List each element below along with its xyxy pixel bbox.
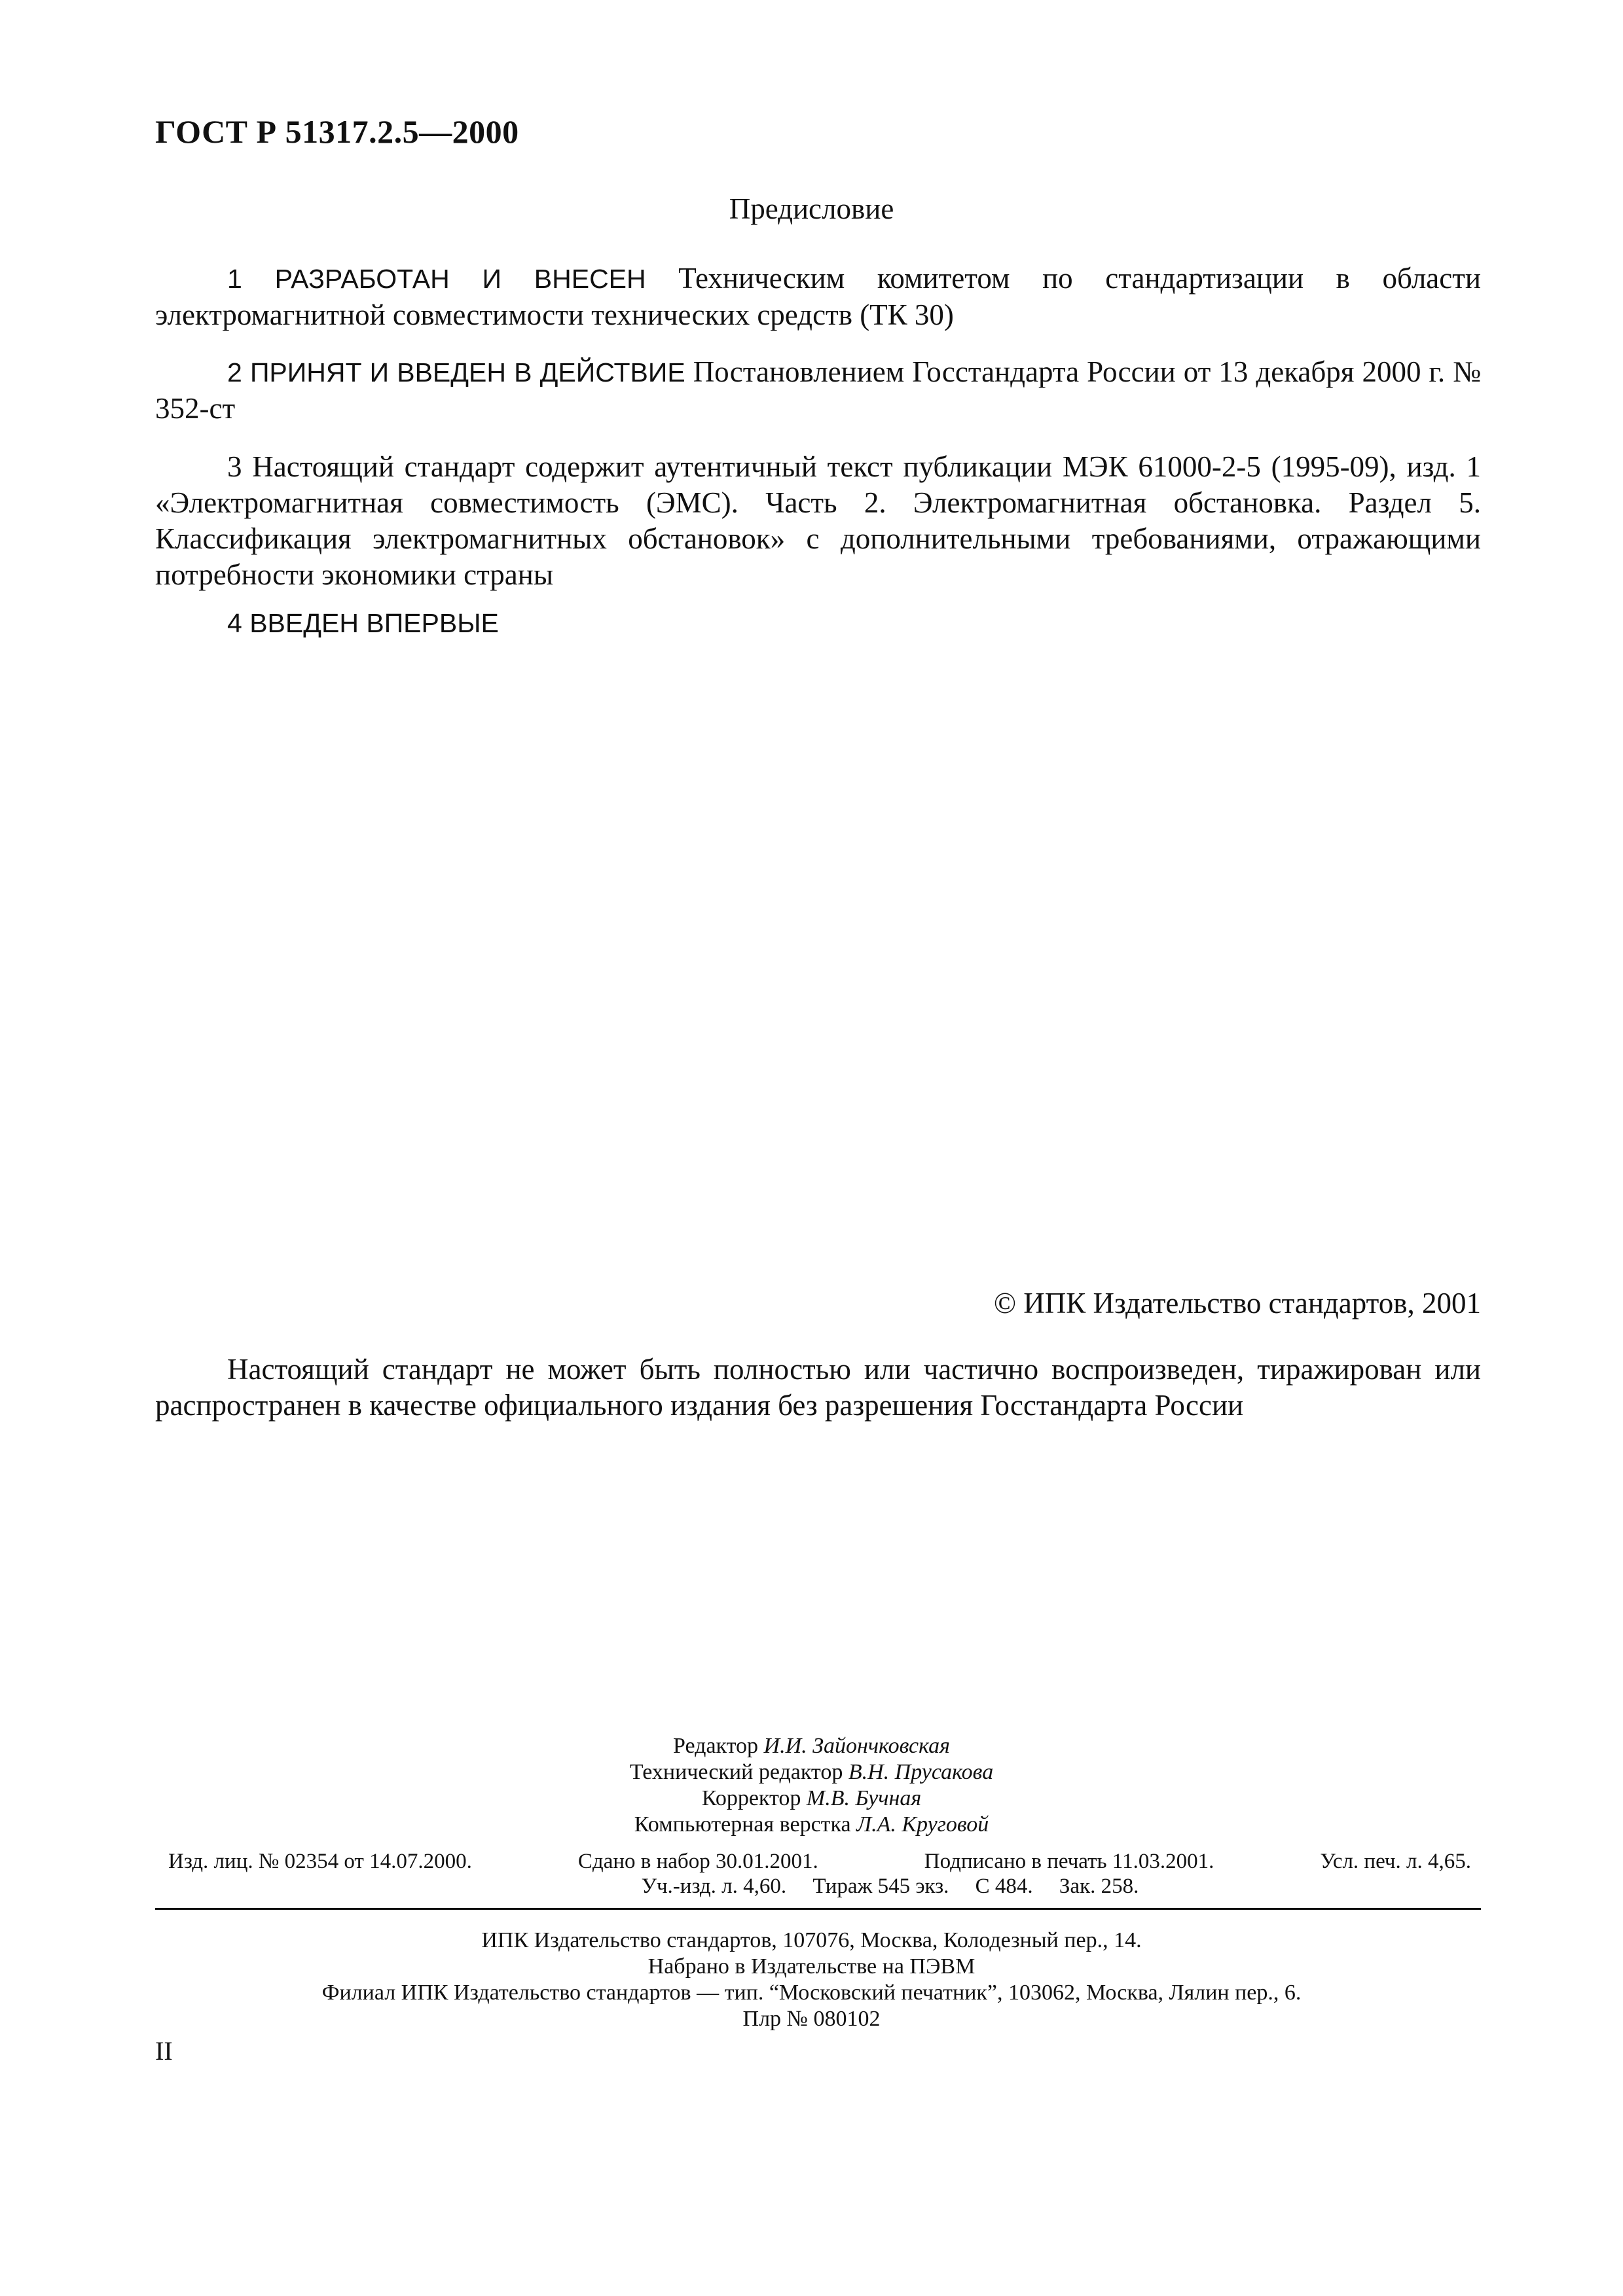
- imprint-print-run: Тираж 545 экз.: [812, 1874, 949, 1898]
- publisher-footer: [0, 1928, 1623, 2032]
- imprint-license: Изд. лиц. № 02354 от 14.07.2000.: [168, 1850, 472, 1873]
- credit-name: М.В. Бучная: [806, 1786, 922, 1810]
- footer-branch: Филиал ИПК Издательство стандартов — тип. “Московский печатник”, 103062, Москва, Лялин пер., 6.: [321, 1981, 1302, 2005]
- editorial-credits: [0, 1733, 1623, 1838]
- preface-item-2-text: Постановлением Госстандарта России от 13 декабря 2000 г. № 352-ст: [155, 355, 1482, 425]
- footer-publisher: ИПК Издательство стандартов, 107076, Москва, Колодезный пер., 14.: [481, 1928, 1142, 1952]
- preface-item-4-lead: 4 ВВЕДЕН ВПЕРВЫЕ: [227, 608, 499, 638]
- preface-item-4: [155, 605, 1481, 641]
- credit-layout: [0, 1812, 1623, 1838]
- imprint-typeset-date: Сдано в набор 30.01.2001.: [577, 1850, 818, 1873]
- divider-rule: [155, 1908, 1481, 1910]
- credit-proofreader: [0, 1785, 1623, 1812]
- imprint-line-1: [168, 1849, 1471, 1874]
- credit-role: Технический редактор: [629, 1760, 843, 1784]
- preface-item-2: [155, 354, 1481, 427]
- credit-editor: [0, 1733, 1623, 1759]
- preface-title: Предисловие: [729, 192, 894, 225]
- footer-typeset: Набрано в Издательстве на ПЭВМ: [647, 1954, 976, 1979]
- footer-plr: Плр № 080102: [742, 2007, 881, 2031]
- document-id-header: ГОСТ Р 51317.2.5—2000: [155, 113, 519, 150]
- imprint-code: С 484.: [975, 1874, 1033, 1898]
- reproduction-notice: Настоящий стандарт не может быть полностью или частично воспроизведен, тиражирован или распространен в качестве официального издания без разрешения Госстандарта России: [155, 1353, 1481, 1422]
- preface-item-3-text: Настоящий стандарт содержит аутентичный текст публикации МЭК 61000-2-5 (1995-09), изд. 1 «Электромагнитная совместимость (ЭМС). Часть 2. Электромагнитная обстановка. Раздел 5. Классификация электромагнитных обстановок» с дополнительными требованиями, отражающими потребности экономики страны: [155, 450, 1481, 591]
- credit-name: И.И. Зайончковская: [763, 1734, 950, 1758]
- preface-item-3-lead: 3: [227, 450, 242, 483]
- credit-role: Корректор: [701, 1786, 801, 1810]
- preface-item-2-lead: 2 ПРИНЯТ И ВВЕДЕН В ДЕЙСТВИЕ: [227, 357, 685, 387]
- preface-item-3: [155, 449, 1481, 593]
- preface-item-1-text: Техническим комитетом по стандартизации в области электромагнитной совместимости технических средств (ТК 30): [155, 262, 1481, 331]
- credit-role: Компьютерная верстка: [634, 1812, 851, 1837]
- preface-item-1: [155, 260, 1481, 333]
- credit-role: Редактор: [673, 1734, 759, 1758]
- imprint-order: Зак. 258.: [1059, 1874, 1139, 1898]
- imprint-line-2: [0, 1874, 1623, 1899]
- imprint-publisher-sheets: Уч.-изд. л. 4,60.: [641, 1874, 787, 1898]
- credit-name: В.Н. Прусакова: [848, 1760, 994, 1784]
- preface-item-1-lead: 1 РАЗРАБОТАН И ВНЕСЕН: [227, 264, 646, 294]
- credit-name: Л.А. Круговой: [856, 1812, 989, 1837]
- copyright-line: © ИПК Издательство стандартов, 2001: [993, 1287, 1481, 1319]
- page-number: II: [155, 2036, 173, 2066]
- credit-tech-editor: [0, 1759, 1623, 1785]
- imprint-print-date: Подписано в печать 11.03.2001.: [924, 1850, 1214, 1873]
- imprint-print-sheets: Усл. печ. л. 4,65.: [1320, 1850, 1471, 1873]
